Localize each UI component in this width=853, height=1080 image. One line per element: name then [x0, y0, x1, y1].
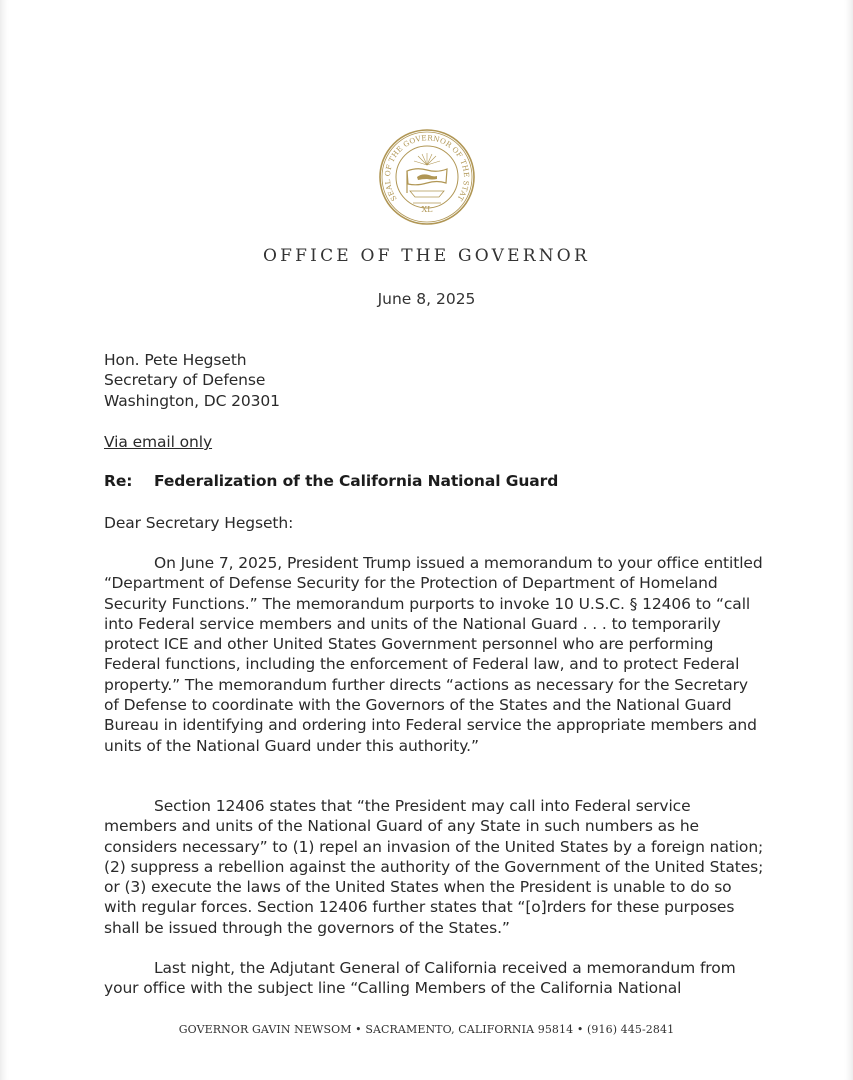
- letterhead-footer: GOVERNOR GAVIN NEWSOM • SACRAMENTO, CALIFORNIA 95814 • (916) 445-2841: [178, 1023, 675, 1036]
- office-heading: OFFICE OF THE GOVERNOR: [263, 246, 590, 266]
- paragraph-text: Last night, the Adjutant General of California received a memorandum from your office with the subject line “Calling Members of the California National: [104, 959, 736, 998]
- subject-label: Re:: [104, 472, 133, 490]
- paragraph-3: [104, 958, 764, 999]
- recipient-block: [104, 350, 764, 411]
- governor-seal-icon: [377, 127, 477, 227]
- paragraph-text: On June 7, 2025, President Trump issued a memorandum to your office entitled “Department of Defense Security for the Protection of Department of Homeland Security Functions.” The memorandum purports to invoke 10 U.S.C. § 12406 to “call into Federal service members and units of the National Guard . . . to temporarily protect ICE and other United States Government personnel who are performing Federal functions, including the enforcement of Federal law, and to protect Federal property.” The memorandum further directs “actions as necessary for the Secretary of Defense to coordinate with the Governors of the States and the National Guard Bureau in identifying and ordering into Federal service the appropriate members and units of the National Guard under this authority.”: [104, 554, 763, 755]
- letter-date: June 8, 2025: [377, 290, 476, 308]
- svg-text:SEAL OF THE GOVERNOR OF THE ST: SEAL OF THE GOVERNOR OF THE STAT: [382, 133, 472, 203]
- seal-numeral: XL: [421, 205, 433, 214]
- salutation: Dear Secretary Hegseth:: [104, 514, 294, 532]
- recipient-name: Hon. Pete Hegseth: [104, 351, 247, 369]
- subject-text: Federalization of the California National Guard: [154, 472, 559, 490]
- recipient-address: Washington, DC 20301: [104, 391, 280, 410]
- delivery-note: Via email only: [104, 433, 213, 451]
- subject-line: [104, 471, 764, 491]
- paragraph-text: Section 12406 states that “the President may call into Federal service members and units of the National Guard of any State in such numbers as he considers necessary” to (1) repel an invasion of the United States by a foreign nation; (2) suppress a rebellion against the authority of the Government of the United States; or (3) execute the laws of the United States when the President is unable to do so with regular forces. Section 12406 further states that “[o]rders for these purposes shall be issued through the governors of the States.”: [104, 797, 764, 937]
- paragraph-1: [104, 553, 764, 756]
- recipient-title: Secretary of Defense: [104, 371, 266, 390]
- paragraph-2: [104, 796, 764, 938]
